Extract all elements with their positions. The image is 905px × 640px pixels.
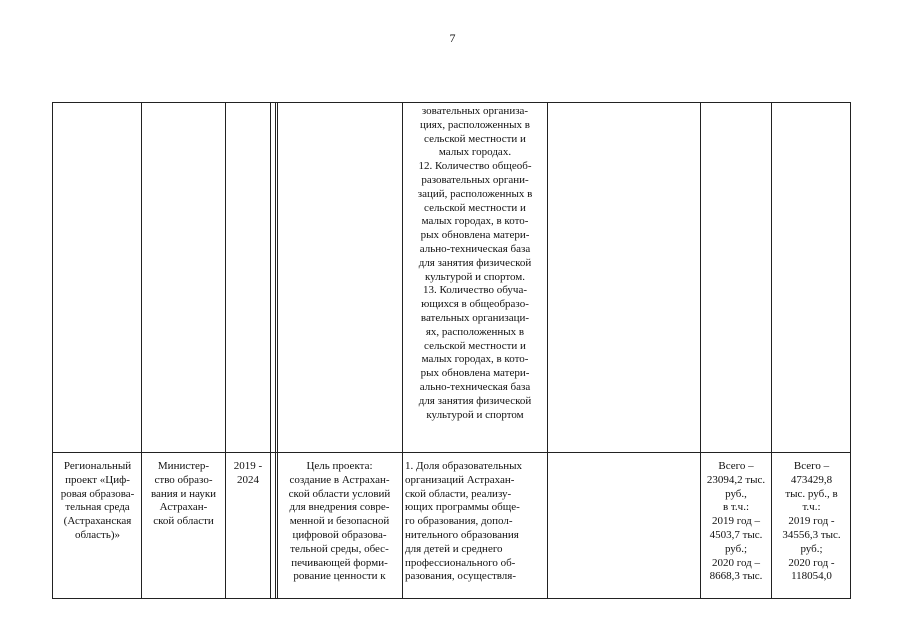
- column-divider: [402, 103, 403, 598]
- column-divider: [225, 103, 226, 598]
- responsible-cell: Министер- ство образо- вания и науки Астрахан- ской области: [150, 460, 217, 528]
- funding-cell-2: Всего – 473429,8 тыс. руб., в т.ч.: 2019 год - 34556,3 тыс. руб.; 2020 год - 118054,0: [782, 460, 841, 583]
- column-divider: [700, 103, 701, 598]
- indicators-cell: 1. Доля образовательных организаций Астрахан- ской области, реализу- ющих программы обще- го образования, допол- нительного образования для детей и среднего профессионального об- разования, осуществля-: [405, 460, 523, 583]
- column-divider: [270, 103, 271, 598]
- project-name-cell: Региональный проект «Циф- ровая образова- тельная среда (Астраханская область)»: [60, 460, 135, 541]
- column-divider: [771, 103, 772, 598]
- column-divider: [141, 103, 142, 598]
- funding-cell-1: Всего – 23094,2 тыс. руб., в т.ч.: 2019 год – 4503,7 тыс. руб.; 2020 год – 8668,3 тыс.: [706, 460, 766, 583]
- row-divider: [53, 452, 850, 453]
- program-table: [52, 102, 851, 599]
- goal-cell: Цель проекта: создание в Астрахан- ской области условий для внедрения совре- менной и безопасной цифровой образова- тельной среды, обес- печивающей форми- рование ценности к: [288, 460, 391, 583]
- indicators-continuation: зовательных организа- циях, расположенных в сельской местности и малых городах. 12. Количество общеоб- разовательных органи- заций, расположенных в сельской местности и малых городах, в кото- рых обновлена матери- ально-техническая база для занятия физической культурой и спортом. 13. Количество обуча- ющихся в общеобразо- вательных организаци- ях, расположенных в сельской местности и малых городах, в кото- рых обновлена матери- ально-техническая база для занятия физической культурой и спортом: [417, 105, 533, 421]
- page-number: 7: [449, 31, 456, 45]
- period-cell: 2019 - 2024: [233, 460, 263, 486]
- column-divider: [547, 103, 548, 598]
